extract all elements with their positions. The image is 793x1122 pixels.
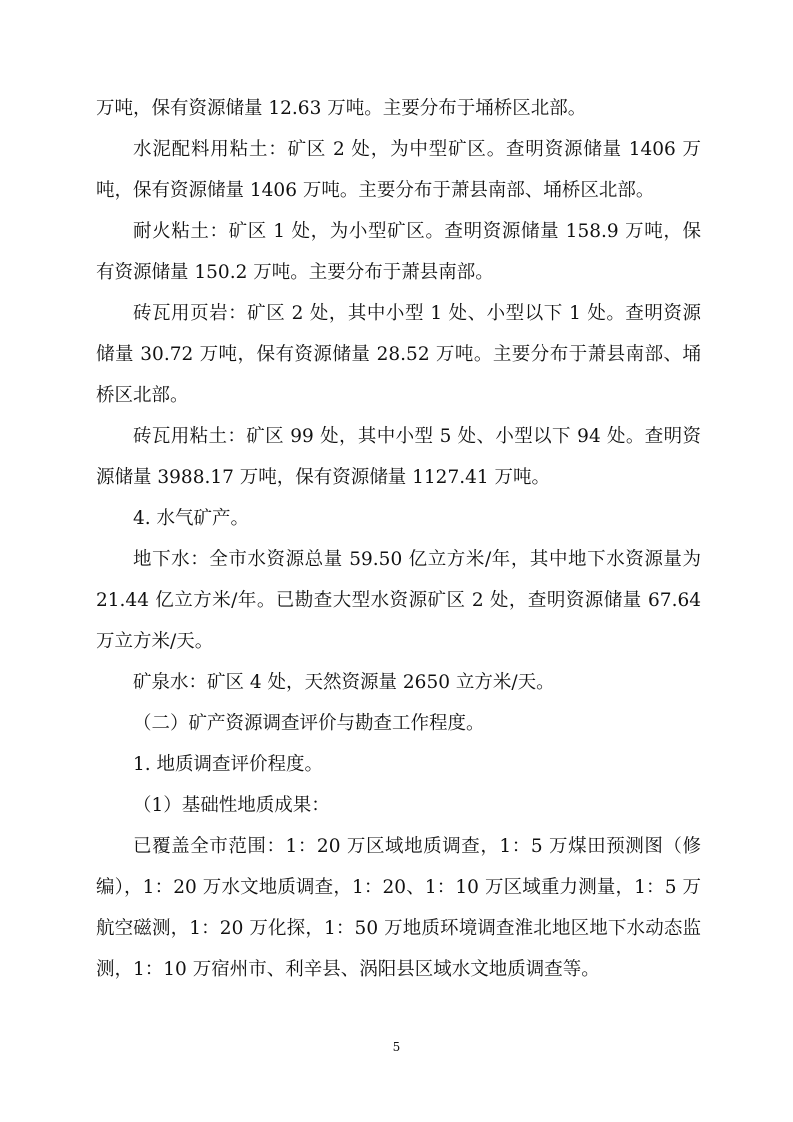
paragraph-continuation: 万吨，保有资源储量 12.63 万吨。主要分布于埇桥区北部。 bbox=[96, 98, 587, 119]
heading-geological-survey-degree: 1. 地质调查评价程度。 bbox=[133, 754, 324, 775]
paragraph-coverage: 已覆盖全市范围：1：20 万区域地质调查，1：5 万煤田预测图（修编），1：20 万水文地质调查，1：20、1：10 万区域重力测量，1：5 万航空磁测，1：20 万化探，1：50 万地质环境调查淮北地区地下水动态监测，1：10 万宿州市、利辛县、涡阳县区域水文地质调查等。 bbox=[96, 836, 701, 980]
paragraph-brick-shale: 砖瓦用页岩：矿区 2 处，其中小型 1 处、小型以下 1 处。查明资源储量 30.72 万吨，保有资源储量 28.52 万吨。主要分布于萧县南部、埇桥区北部。 bbox=[96, 303, 701, 406]
page-number: 5 bbox=[392, 1040, 401, 1054]
paragraph-brick-clay: 砖瓦用粘土：矿区 99 处，其中小型 5 处、小型以下 94 处。查明资源储量 3988.17 万吨，保有资源储量 1127.41 万吨。 bbox=[96, 426, 701, 488]
paragraph-cement-clay: 水泥配料用粘土：矿区 2 处，为中型矿区。查明资源储量 1406 万吨，保有资源储量 1406 万吨。主要分布于萧县南部、埇桥区北部。 bbox=[96, 139, 701, 201]
heading-water-gas-minerals: 4. 水气矿产。 bbox=[133, 508, 250, 529]
heading-survey-evaluation: （二）矿产资源调查评价与勘查工作程度。 bbox=[133, 713, 485, 734]
paragraph-mineral-water: 矿泉水：矿区 4 处，天然资源量 2650 立方米/天。 bbox=[133, 672, 555, 693]
heading-basic-geological-results: （1）基础性地质成果： bbox=[133, 795, 330, 816]
paragraph-groundwater: 地下水：全市水资源总量 59.50 亿立方米/年，其中地下水资源量为 21.44 亿立方米/年。已勘查大型水资源矿区 2 处，查明资源储量 67.64 万立方米/天。 bbox=[96, 549, 701, 652]
document-body bbox=[96, 88, 701, 990]
paragraph-refractory-clay: 耐火粘土：矿区 1 处，为小型矿区。查明资源储量 158.9 万吨，保有资源储量 150.2 万吨。主要分布于萧县南部。 bbox=[96, 221, 701, 283]
